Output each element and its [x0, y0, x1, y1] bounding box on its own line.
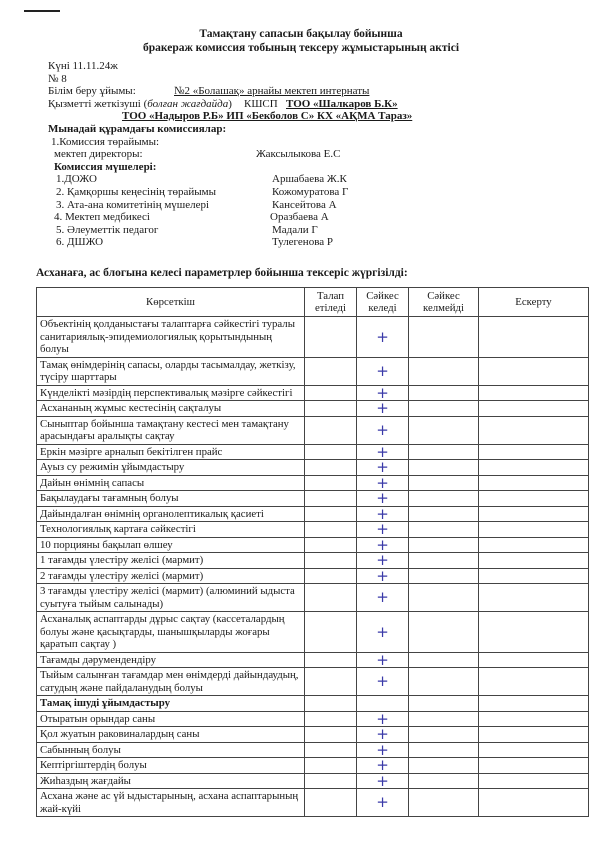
director-label: мектеп директоры:: [54, 148, 143, 161]
required-cell: [305, 668, 357, 696]
required-cell: [305, 711, 357, 727]
required-cell: [305, 584, 357, 612]
indicator-cell: 1 тағамды үлестіру желісі (мармит): [37, 553, 305, 569]
indicator-cell: Тағамды дәрумендендіру: [37, 652, 305, 668]
col-noncompliant: Сәйкес келмейді: [409, 288, 479, 317]
compliant-mark: +: [357, 416, 409, 444]
table-row: [37, 522, 589, 538]
note-cell: [479, 506, 589, 522]
note-cell: [479, 696, 589, 712]
indicator-cell: Тамақ өнімдерінің сапасы, оларды тасымалдау, жеткізу, түсіру шарттары: [37, 357, 305, 385]
compliant-mark: +: [357, 475, 409, 491]
compliant-mark: +: [357, 317, 409, 358]
compliant-mark: +: [357, 789, 409, 817]
table-row: [37, 401, 589, 417]
required-cell: [305, 444, 357, 460]
note-cell: [479, 652, 589, 668]
note-cell: [479, 416, 589, 444]
commission-heading: Мынадай құрамдағы комиссиялар:: [48, 122, 227, 135]
note-cell: [479, 385, 589, 401]
table-row: [37, 491, 589, 507]
member-row: 1.ДОЖО Аршабаева Ж.К: [56, 173, 347, 186]
note-cell: [479, 568, 589, 584]
required-cell: [305, 789, 357, 817]
compliant-mark: +: [357, 742, 409, 758]
member-row: 3. Ата-ана комитетінің мүшелері Кансейтова А: [56, 198, 337, 211]
noncompliant-cell: [409, 537, 479, 553]
supplier-note: болған жағдайда: [147, 97, 229, 110]
member-row: 6. ДШЖО Тулегенова Р: [56, 236, 333, 249]
noncompliant-cell: [409, 773, 479, 789]
compliant-mark: +: [357, 568, 409, 584]
members-heading: Комиссия мүшелері:: [54, 160, 157, 173]
noncompliant-cell: [409, 568, 479, 584]
table-row: [37, 789, 589, 817]
required-cell: [305, 385, 357, 401]
member-row: 2. Қамқоршы кеңесінің төрайымы Кожомуратова Г: [56, 185, 349, 198]
indicator-cell: Сабынның болуы: [37, 742, 305, 758]
required-cell: [305, 568, 357, 584]
table-row: [37, 612, 589, 653]
org-value: №2 «Болашақ» арнайы мектеп интернаты: [174, 85, 370, 98]
table-row: [37, 317, 589, 358]
compliant-mark: +: [357, 460, 409, 476]
note-cell: [479, 317, 589, 358]
required-cell: [305, 506, 357, 522]
document-title-line1: Тамақтану сапасын бақылау бойынша: [199, 28, 403, 40]
table-row: [37, 727, 589, 743]
compliant-mark: +: [357, 522, 409, 538]
indicator-cell: 2 тағамды үлестіру желісі (мармит): [37, 568, 305, 584]
table-row: [37, 357, 589, 385]
document-header-info: Күні 11.11.24ж № 8 Білім беру ұйымы: №2 «Болашақ» арнайы мектеп интернаты Қызметті жеткізуші (болған жағдайда) КШСП ТОО «Шалкаров Б.К» ТОО «Надыров Р.Б» ИП «Бекболов С» КХ «АҚМА Тараз» Мынадай құрамдағы комиссиялар: 1.Комиссия төрайымы: мектеп директоры: Жаксылыкова Е.С Комиссия мүшелері: 1.ДОЖО Аршабаева Ж.К 2. Қамқоршы кеңесінің төрайымы Кожомуратова Г 3. Ата-ана комитетінің мүшелері Кансейтова А 4. Мектеп медбикесі Оразбаева А 5. Әлеуметтік педагог Мадали Г 6. ДШЖО Тулегенова Р: [48, 60, 578, 249]
org-label: Білім беру ұйымы:: [48, 85, 136, 98]
inspection-intro: Асханаға, ас блогына келесі параметрлер бойынша тексеріс жүргізілді:: [36, 267, 408, 279]
noncompliant-cell: [409, 401, 479, 417]
col-required: Талап етіледі: [305, 288, 357, 317]
note-cell: [479, 522, 589, 538]
note-cell: [479, 773, 589, 789]
noncompliant-cell: [409, 506, 479, 522]
supplier-kshp: КШСП: [244, 97, 278, 110]
member-row: 5. Әлеуметтік педагог Мадали Г: [56, 223, 318, 236]
inspection-table: [36, 287, 589, 817]
compliant-mark: +: [357, 773, 409, 789]
noncompliant-cell: [409, 475, 479, 491]
note-cell: [479, 357, 589, 385]
indicator-cell: Дайындалған өнімнің органолептикалық қасиеті: [37, 506, 305, 522]
table-row: [37, 460, 589, 476]
indicator-cell: Қол жуатын раковиналардың саны: [37, 727, 305, 743]
indicator-cell: Асхана және ас үй ыдыстарының, асхана аспаптарының жай-күйі: [37, 789, 305, 817]
noncompliant-cell: [409, 612, 479, 653]
note-cell: [479, 742, 589, 758]
table-row: [37, 475, 589, 491]
compliant-mark: +: [357, 652, 409, 668]
noncompliant-cell: [409, 696, 479, 712]
indicator-cell: Отыратын орындар саны: [37, 711, 305, 727]
required-cell: [305, 460, 357, 476]
supplier-label: Қызметті жеткізуші (: [48, 97, 148, 110]
supplier-2: ТОО «Надыров Р.Б» ИП «Бекболов С» КХ «АҚМА Тараз»: [122, 110, 413, 123]
note-cell: [479, 789, 589, 817]
table-row: [37, 668, 589, 696]
compliant-mark: +: [357, 553, 409, 569]
note-cell: [479, 612, 589, 653]
table-row: [37, 385, 589, 401]
member-row: 4. Мектеп медбикесі Оразбаева А: [54, 211, 329, 224]
indicator-cell: Жиһаздың жағдайы: [37, 773, 305, 789]
indicator-cell: 3 тағамды үлестіру желісі (мармит) (алюминий ыдыста суытуға тыйым салынады): [37, 584, 305, 612]
note-cell: [479, 537, 589, 553]
indicator-cell: Асхананың жұмыс кестесінің сақталуы: [37, 401, 305, 417]
compliant-mark: +: [357, 727, 409, 743]
required-cell: [305, 475, 357, 491]
note-cell: [479, 553, 589, 569]
table-row: [37, 758, 589, 774]
compliant-mark: +: [357, 668, 409, 696]
indicator-cell: Сыныптар бойынша тамақтану кестесі мен тамақтану арасындағы аралықты сақтау: [37, 416, 305, 444]
noncompliant-cell: [409, 357, 479, 385]
indicator-cell: Ауыз су режимін ұйымдастыру: [37, 460, 305, 476]
table-row: [37, 553, 589, 569]
indicator-cell: Объектінің қолданыстағы талаптарға сәйкестігі туралы санитариялық-эпидемиологиялық қорытындының болуы: [37, 317, 305, 358]
noncompliant-cell: [409, 491, 479, 507]
table-row: [37, 537, 589, 553]
required-cell: [305, 491, 357, 507]
note-cell: [479, 491, 589, 507]
required-cell: [305, 357, 357, 385]
noncompliant-cell: [409, 789, 479, 817]
compliant-mark: +: [357, 537, 409, 553]
note-cell: [479, 444, 589, 460]
noncompliant-cell: [409, 668, 479, 696]
required-cell: [305, 727, 357, 743]
indicator-cell: Кептіргіштердің болуы: [37, 758, 305, 774]
table-row: [37, 444, 589, 460]
noncompliant-cell: [409, 584, 479, 612]
indicator-cell: Асханалық аспаптарды дұрыс сақтау (кассеталардың болуы және қасықтарды, шанышқыларды жоғары қаратып сақтау ): [37, 612, 305, 653]
required-cell: [305, 758, 357, 774]
compliant-mark: +: [357, 758, 409, 774]
required-cell: [305, 652, 357, 668]
table-row: [37, 584, 589, 612]
note-cell: [479, 460, 589, 476]
director-name: Жаксылыкова Е.С: [256, 148, 341, 161]
noncompliant-cell: [409, 758, 479, 774]
compliant-mark: +: [357, 444, 409, 460]
compliant-mark: +: [357, 357, 409, 385]
indicator-cell: Бақылаудағы тағамның болуы: [37, 491, 305, 507]
table-row: [37, 773, 589, 789]
noncompliant-cell: [409, 711, 479, 727]
noncompliant-cell: [409, 742, 479, 758]
required-cell: [305, 537, 357, 553]
noncompliant-cell: [409, 553, 479, 569]
required-cell: [305, 401, 357, 417]
compliant-mark: +: [357, 401, 409, 417]
date-line: Күні 11.11.24ж: [48, 60, 118, 72]
noncompliant-cell: [409, 652, 479, 668]
required-cell: [305, 742, 357, 758]
note-cell: [479, 401, 589, 417]
table-section-row: [37, 696, 589, 712]
compliant-mark: +: [357, 711, 409, 727]
note-cell: [479, 727, 589, 743]
noncompliant-cell: [409, 460, 479, 476]
chair-label: 1.Комиссия төрайымы:: [51, 135, 160, 148]
document-title-line2: бракераж комиссия тобының тексеру жұмыстарының актісі: [142, 42, 460, 54]
required-cell: [305, 522, 357, 538]
noncompliant-cell: [409, 727, 479, 743]
compliant-mark: [357, 696, 409, 712]
compliant-mark: +: [357, 491, 409, 507]
indicator-cell: 10 порцияны бақылап өлшеу: [37, 537, 305, 553]
note-cell: [479, 668, 589, 696]
table-row: [37, 652, 589, 668]
col-compliant: Сәйкес келеді: [357, 288, 409, 317]
note-cell: [479, 758, 589, 774]
compliant-mark: +: [357, 506, 409, 522]
indicator-cell: Технологиялық картаға сәйкестігі: [37, 522, 305, 538]
compliant-mark: +: [357, 612, 409, 653]
table-row: [37, 506, 589, 522]
table-header-row: [37, 288, 589, 317]
required-cell: [305, 773, 357, 789]
scan-mark: [24, 10, 60, 12]
compliant-mark: +: [357, 385, 409, 401]
required-cell: [305, 612, 357, 653]
table-row: [37, 416, 589, 444]
table-row: [37, 711, 589, 727]
table-row: [37, 742, 589, 758]
required-cell: [305, 553, 357, 569]
noncompliant-cell: [409, 317, 479, 358]
required-cell: [305, 416, 357, 444]
required-cell: [305, 696, 357, 712]
note-cell: [479, 711, 589, 727]
supplier-1: ТОО «Шалкаров Б.К»: [286, 97, 398, 110]
noncompliant-cell: [409, 522, 479, 538]
compliant-mark: +: [357, 584, 409, 612]
noncompliant-cell: [409, 416, 479, 444]
indicator-cell: Тыйым салынған тағамдар мен өнімдерді дайындаудың, сатудың және пайдаланудың болуы: [37, 668, 305, 696]
noncompliant-cell: [409, 444, 479, 460]
table-row: [37, 568, 589, 584]
indicator-cell: Дайын өнімнің сапасы: [37, 475, 305, 491]
indicator-cell: Күнделікті мәзірдің перспективалық мәзірге сәйкестігі: [37, 385, 305, 401]
required-cell: [305, 317, 357, 358]
indicator-cell: Еркін мәзірге арналып бекітілген прайс: [37, 444, 305, 460]
note-cell: [479, 475, 589, 491]
note-cell: [479, 584, 589, 612]
indicator-cell: Тамақ ішуді ұйымдастыру: [37, 696, 305, 712]
col-note: Ескерту: [479, 288, 589, 317]
col-indicator: Көрсеткіш: [37, 288, 305, 317]
number-line: № 8: [48, 72, 67, 85]
noncompliant-cell: [409, 385, 479, 401]
